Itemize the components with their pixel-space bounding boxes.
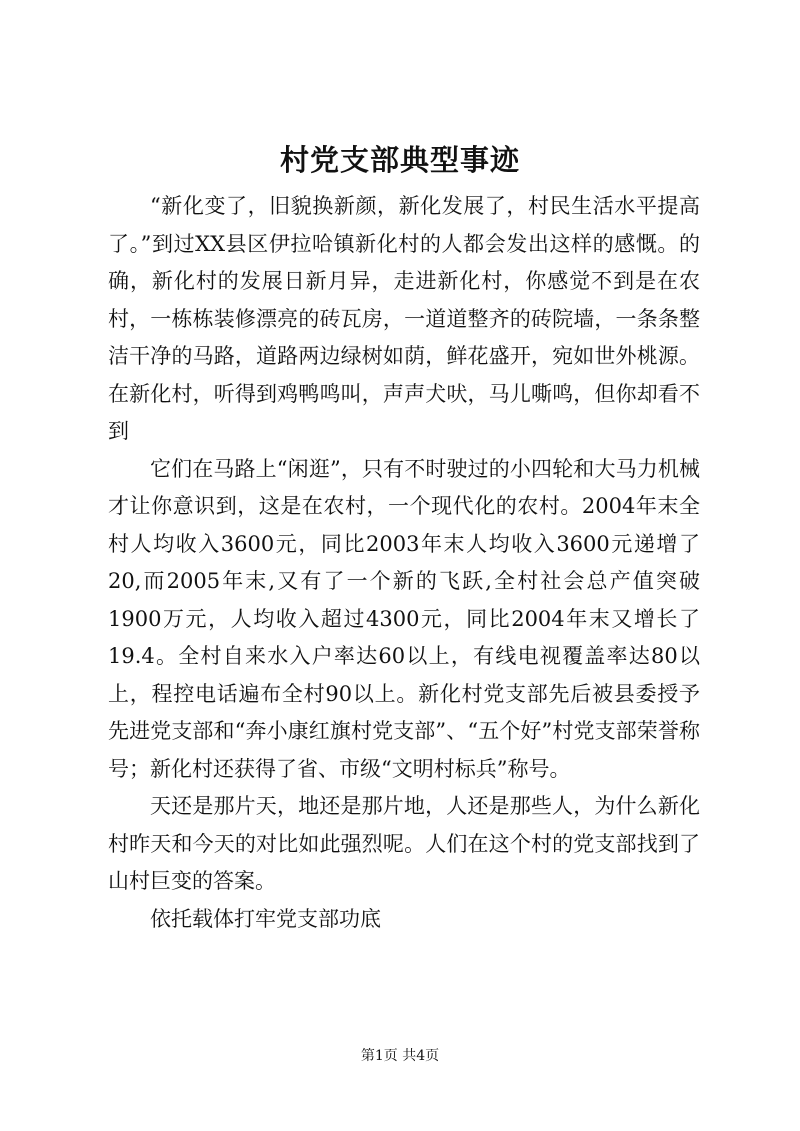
paragraph-intro: “新化变了，旧貌换新颜，新化发展了，村民生活水平提高了。”到过XX县区伊拉哈镇新化村的人都会发出这样的感慨。的确，新化村的发展日新月异，走进新化村，你感觉不到是在农村，一栋栋装修漂亮的砖瓦房，一道道整齐的砖院墙，一条条整洁干净的马路，道路两边绿树如荫，鲜花盛开，宛如世外桃源。在新化村，听得到鸡鸭鸣叫，声声犬吠，马儿嘶鸣，但你却看不到 bbox=[108, 194, 700, 443]
document-title: 村党支部典型事迹 bbox=[279, 143, 520, 177]
paragraph-question: 天还是那片天，地还是那片地，人还是那些人，为什么新化村昨天和今天的对比如此强烈呢。人们在这个村的党支部找到了山村巨变的答案。 bbox=[108, 794, 700, 893]
section-heading: 依托载体打牢党支部功底 bbox=[150, 906, 381, 931]
page-number: 第1页 共4页 bbox=[360, 1048, 440, 1064]
document-body bbox=[108, 188, 700, 938]
paragraph-income: 它们在马路上“闲逛”，只有不时驶过的小四轮和大马力机械才让你意识到，这是在农村，一个现代化的农村。2004年末全村人均收入3600元，同比2003年末人均收入3600元递增了20,而2005年末,又有了一个新的飞跃,全村社会总产值突破1900万元，人均收入超过4300元，同比2004年末又增长了19.4。全村自来水入户率达60以上，有线电视覆盖率达80以上，程控电话遍布全村90以上。新化村党支部先后被县委授予先进党支部和“奔小康红旗村党支部”、“五个好”村党支部荣誉称号；新化村还获得了省、市级“文明村标兵”称号。 bbox=[108, 456, 700, 781]
